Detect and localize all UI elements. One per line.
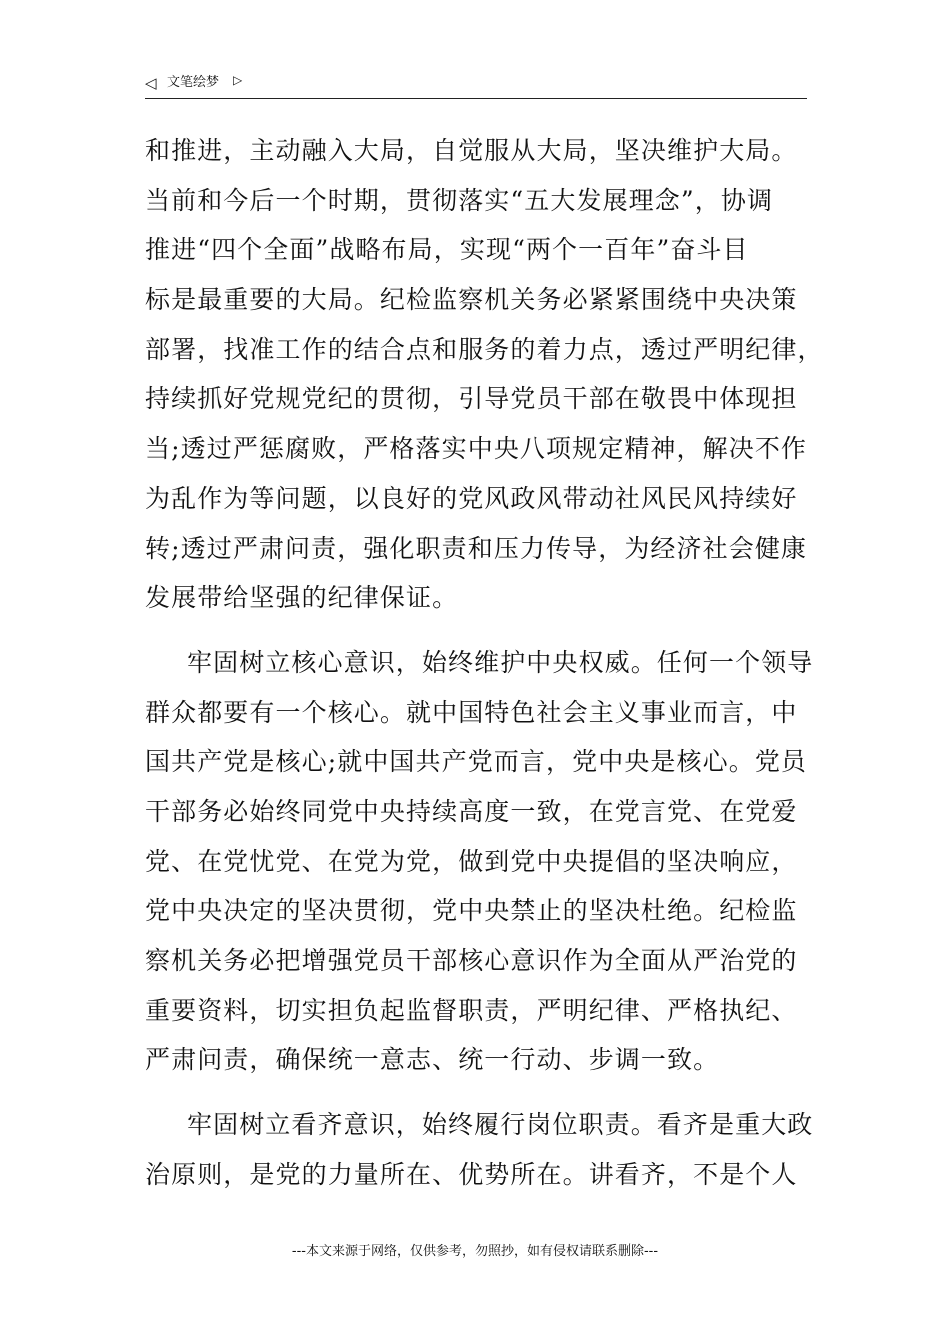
text-line: 当;透过严惩腐败，严格落实中央八项规定精神，解决不作 [145,434,808,464]
text-line: 推进“四个全面”战略布局，实现“两个一百年”奋斗目 [145,235,749,265]
text-line: 严肃问责，确保统一意志、统一行动、步调一致。 [145,1045,720,1075]
text-line: 标是最重要的大局。纪检监察机关务必紧紧围绕中央决策 [145,285,798,315]
text-line: 发展带给坚强的纪律保证。 [145,583,459,613]
text-line: 当前和今后一个时期，贯彻落实“五大发展理念”，协调 [145,185,774,215]
header-title: 文笔绘梦 [167,75,220,90]
text-line: 牢固树立核心意识，始终维护中央权威。任何一个领导 [187,647,814,677]
text-line: 转;透过严肃问责，强化职责和压力传导，为经济社会健康 [145,533,808,563]
text-line: 党、在党忧党、在党为党，做到党中央提倡的坚决响应， [145,846,798,876]
text-line: 群众都要有一个核心。就中国特色社会主义事业而言，中 [145,697,798,727]
text-line: 重要资料，切实担负起监督职责，严明纪律、严格执纪、 [145,995,798,1025]
paragraph-1 [145,126,824,623]
text-line: 国共产党是核心;就中国共产党而言，党中央是核心。党员 [145,747,808,777]
text-line: 党中央决定的坚决贯彻，党中央禁止的坚决杜绝。纪检监 [145,896,798,926]
page-header [145,72,807,99]
triangle-left-icon: ◁ [145,74,157,92]
text-line: 牢固树立看齐意识，始终履行岗位职责。看齐是重大政 [187,1110,814,1140]
text-line: 干部务必始终同党中央持续高度一致，在党言党、在党爱 [145,796,798,826]
text-line: 为乱作为等问题，以良好的党风政风带动社风民风持续好 [145,483,798,513]
document-body [145,126,824,1199]
text-line: 部署，找准工作的结合点和服务的着力点，透过严明纪律， [145,334,824,364]
text-line: 治原则，是党的力量所在、优势所在。讲看齐，不是个人 [145,1159,798,1189]
text-line: 持续抓好党规党纪的贯彻，引导党员干部在敬畏中体现担 [145,384,798,414]
page-footer: ---本文来源于网络，仅供参考，勿照抄，如有侵权请联系删除--- [291,1244,659,1259]
text-line: 察机关务必把增强党员干部核心意识作为全面从严治党的 [145,946,798,975]
paragraph-2 [145,638,814,1085]
text-line: 和推进，主动融入大局，自觉服从大局，坚决维护大局。 [145,136,798,165]
paragraph-3 [145,1100,814,1199]
triangle-right-icon: ▷ [233,73,243,87]
